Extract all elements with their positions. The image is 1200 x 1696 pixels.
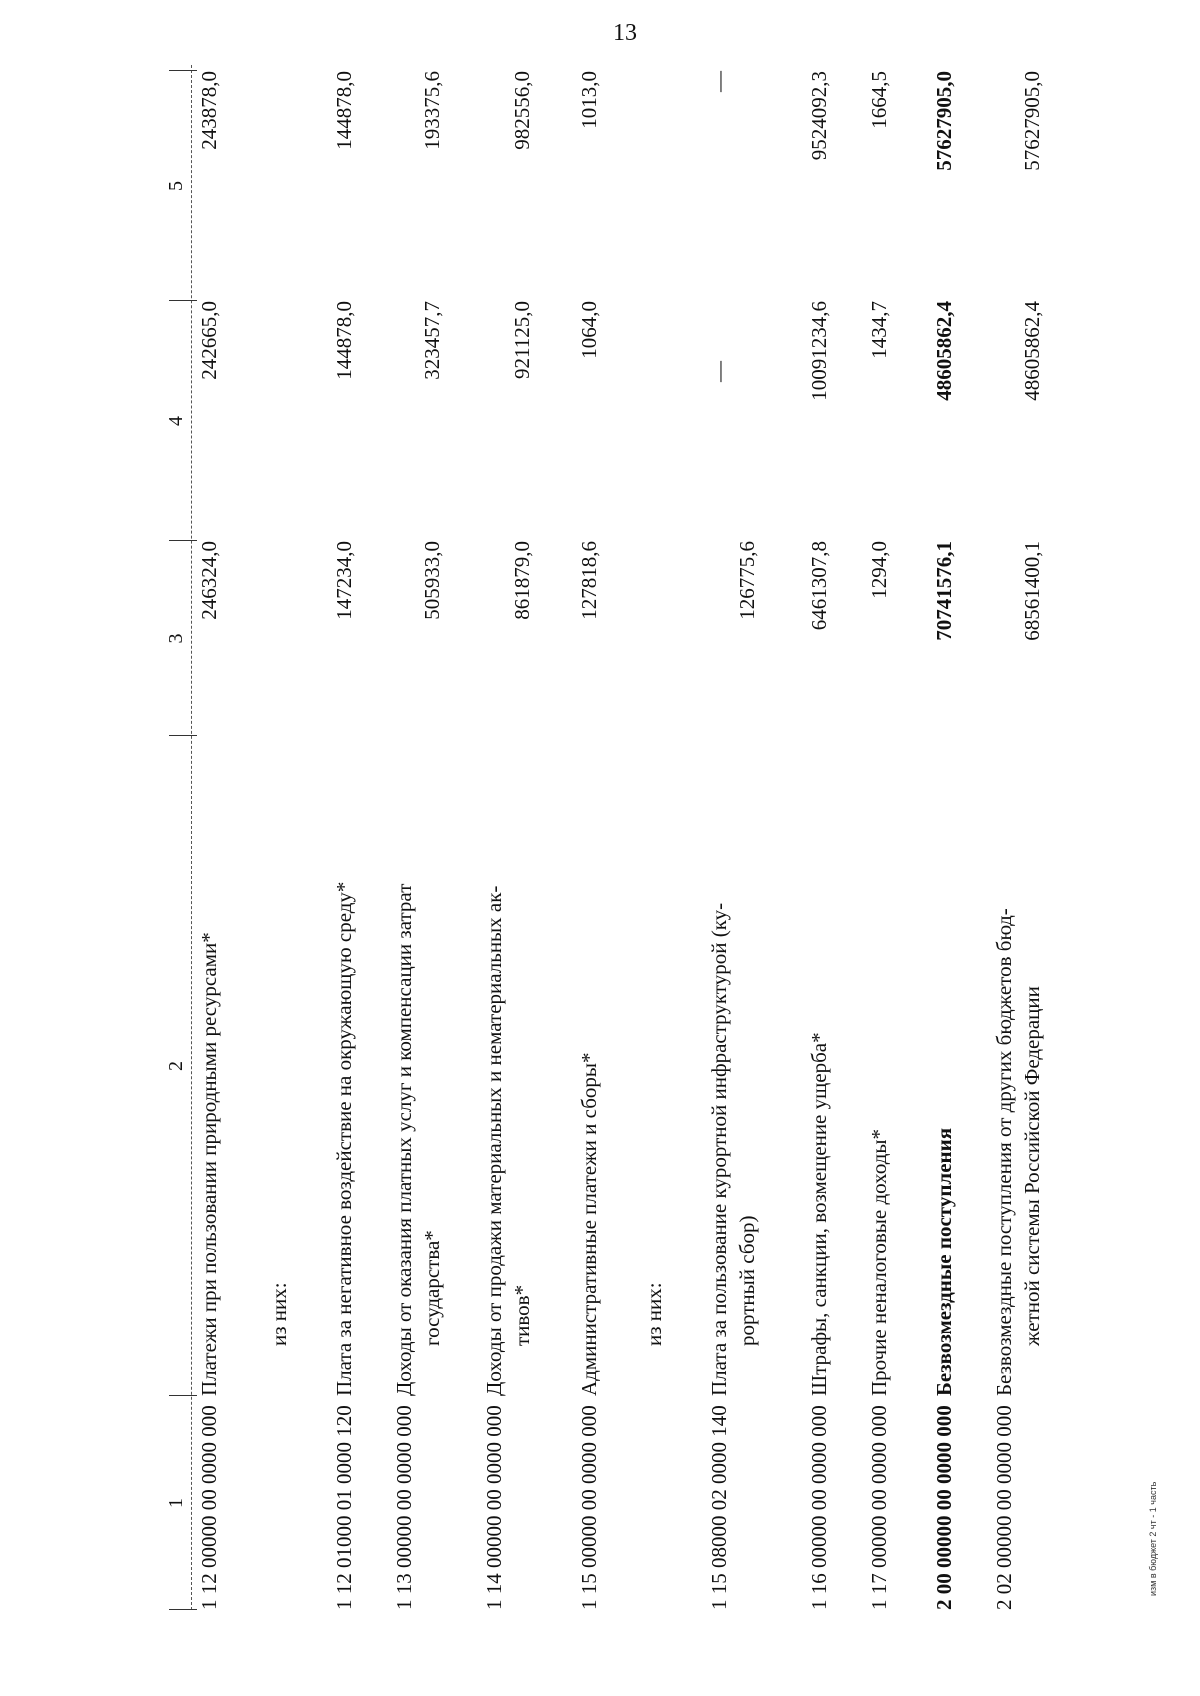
row-value-col3: 126775,6: [735, 541, 759, 620]
header-col-1: 1: [165, 1498, 187, 1508]
row-code: 2 02 00000 00 0000 000: [992, 1405, 1016, 1610]
column-separator: [169, 70, 197, 71]
row-value-col5: 9524092,3: [807, 71, 831, 161]
row-code: 1 12 01000 01 0000 120: [332, 1405, 356, 1610]
row-value-col4: 144878,0: [332, 301, 356, 380]
row-code: 1 16 00000 00 0000 000: [807, 1405, 831, 1610]
row-value-col3: 505933,0: [420, 541, 444, 620]
row-name-line2: жетной системы Российской Федерации: [1020, 986, 1044, 1346]
header-col-5: 5: [165, 181, 187, 191]
row-subheading: из них:: [267, 1282, 291, 1346]
row-value-col5: 982556,0: [510, 71, 534, 150]
table-header-row: [165, 65, 197, 1610]
row-value-col4: 48605862,4: [1020, 301, 1044, 401]
row-code: 2 00 00000 00 0000 000: [932, 1405, 956, 1610]
row-value-col4: 323457,7: [420, 301, 444, 380]
row-value-col3: 6461307,8: [807, 541, 831, 631]
row-value-col5: 144878,0: [332, 71, 356, 150]
row-value-col4: 1434,7: [867, 301, 891, 359]
row-name: [390, 736, 446, 1396]
row-name-line2: государства*: [420, 1230, 444, 1346]
row-value-col3: 1294,0: [867, 541, 891, 599]
row-name: [705, 736, 761, 1396]
row-name-line1: Доходы от оказания платных услуг и компенсации затрат: [392, 883, 416, 1396]
row-value-col3: 68561400,1: [1020, 541, 1044, 641]
row-subheading: из них:: [642, 1282, 666, 1346]
header-col-2: 2: [165, 1061, 187, 1071]
row-value-col5: 193375,6: [420, 71, 444, 150]
row-value-col5: 57627905,0: [1020, 71, 1044, 171]
row-name-line1: Безвозмездные поступления от других бюджетов бюд-: [992, 908, 1016, 1396]
row-value-col5: 1664,5: [867, 71, 891, 129]
row-name: Безвозмездные поступления: [932, 1127, 956, 1396]
row-name-line2: тивов*: [510, 1284, 534, 1346]
row-value-col4: —: [707, 361, 731, 382]
row-value-col3: 861879,0: [510, 541, 534, 620]
row-value-col5: —: [707, 71, 731, 92]
row-code: 1 14 00000 00 0000 000: [482, 1405, 506, 1610]
row-value-col3: 127818,6: [577, 541, 601, 620]
row-name: Прочие неналоговые доходы*: [867, 1128, 891, 1396]
row-value-col4: 242665,0: [197, 301, 221, 380]
row-value-col3: 70741576,1: [932, 541, 956, 641]
row-value-col3: 147234,0: [332, 541, 356, 620]
row-value-col5: 1013,0: [577, 71, 601, 129]
row-name: Штрафы, санкции, возмещение ущерба*: [807, 1032, 831, 1396]
row-value-col4: 10091234,6: [807, 301, 831, 401]
footer-note: изм в бюджет 2 чт - 1 часть: [1148, 1481, 1158, 1596]
page-number: 13: [613, 20, 637, 46]
header-col-4: 4: [165, 416, 187, 426]
budget-table: [165, 65, 1150, 1610]
row-name: Плата за негативное воздействие на окружающую среду*: [332, 881, 356, 1396]
row-value-col4: 1064,0: [577, 301, 601, 359]
row-code: 1 17 00000 00 0000 000: [867, 1405, 891, 1610]
row-name: [480, 736, 536, 1396]
row-code: 1 15 08000 02 0000 140: [707, 1405, 731, 1610]
row-name: Платежи при пользовании природными ресурсами*: [197, 932, 221, 1396]
row-value-col4: 921125,0: [510, 301, 534, 379]
row-name: [990, 736, 1046, 1396]
row-value-col5: 243878,0: [197, 71, 221, 150]
row-name-line1: Плата за пользование курортной инфраструктурой (ку-: [707, 902, 731, 1396]
row-value-col5: 57627905,0: [932, 71, 956, 171]
row-value-col3: 246324,0: [197, 541, 221, 620]
row-name-line1: Доходы от продажи материальных и нематериальных ак-: [482, 885, 506, 1396]
header-col-3: 3: [165, 633, 187, 644]
row-value-col4: 48605862,4: [932, 301, 956, 401]
row-code: 1 12 00000 00 0000 000: [197, 1405, 221, 1610]
row-code: 1 15 00000 00 0000 000: [577, 1405, 601, 1610]
row-code: 1 13 00000 00 0000 000: [392, 1405, 416, 1610]
row-name: Административные платежи и сборы*: [577, 1052, 601, 1396]
row-name-line2: рортный сбор): [735, 1215, 759, 1346]
